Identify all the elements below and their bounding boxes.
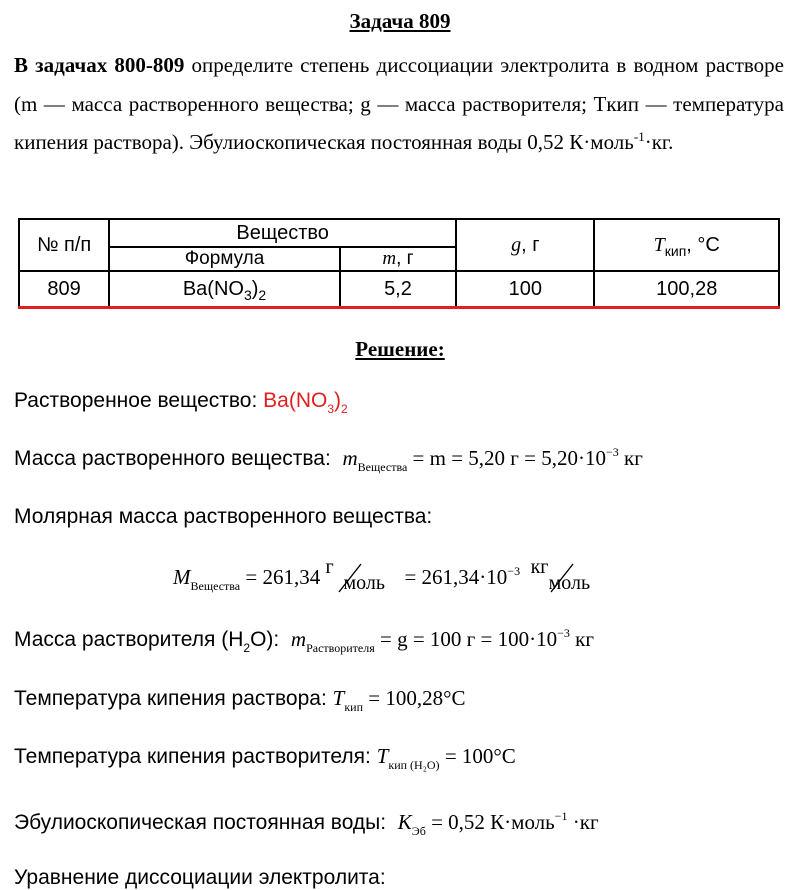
task-statement [14,46,784,162]
table-row [19,271,779,308]
ebullioscopic-line: Эбулиоскопическая постоянная воды: $K_{Эб} = 0,52$ К·моль$^{-1}$ ·кг [14,809,599,838]
cell-num: 809 [19,271,109,308]
solute-mass-line: Масса растворенного вещества: $m_{Вещества} = m = 5,20$ $г = 5,20\cdot 10^{-3}$ кг [14,445,643,474]
task-text-sup: -1 [633,129,645,144]
molar-mass-formula: $M_{Вещества} = 261,34$ г моль = $261,34\cdot 10^{-3}$ кг моль [173,556,591,594]
header-formula: Формула [109,247,340,271]
cell-t: 100,28 [594,271,779,308]
data-table [18,218,780,309]
solution-title: Решение: [355,337,445,361]
task-text-tail: ·кг. [644,130,674,154]
unit-kg-per-mol: кг моль [530,556,591,594]
unit-g-per-mol: г моль [325,556,385,594]
header-g: g, г [456,219,594,271]
solvent-boiling-line: Температура кипения растворителя: $T_{кип (H_2O)} = 100^\circ C$ [14,744,516,772]
header-t: $T_{кип}$, °С [594,219,779,271]
solution-boiling-line: Температура кипения раствора: $T_{кип} = 100,28^\circ C$ [14,686,466,714]
header-m: m, г [340,247,456,271]
task-range: В задачах 800-809 [14,53,185,77]
cell-formula: $Ba(NO_3)_2$ [109,271,340,308]
dissociation-equation-label: Уравнение диссоциации электролита: [14,866,386,889]
molar-mass-label: Молярная масса растворенного вещества: [14,505,433,528]
header-substance: Вещество [109,219,456,247]
solute-line: Растворенное вещество: $Ba(NO_3)_2$ [14,389,348,416]
solute-formula: $Ba(NO_3)_2$ [263,389,348,416]
task-text: определите степень диссоциации электролита в водном растворе (m — масса растворенного вещества; g — масса растворителя; Tкип — температура кипения раствора). Эбулиоскопическая постоянная воды 0,52 К·моль [14,53,784,154]
solvent-mass-line: Масса растворителя $(H_2O)$: $m_{Растворителя} = g = 100$ $г = 100\cdot 10^{-3}$ кг [14,626,594,655]
cell-m: 5,2 [340,271,456,308]
header-num: № п/п [19,219,109,271]
task-title: Задача 809 [349,9,451,33]
cell-g: 100 [456,271,594,308]
